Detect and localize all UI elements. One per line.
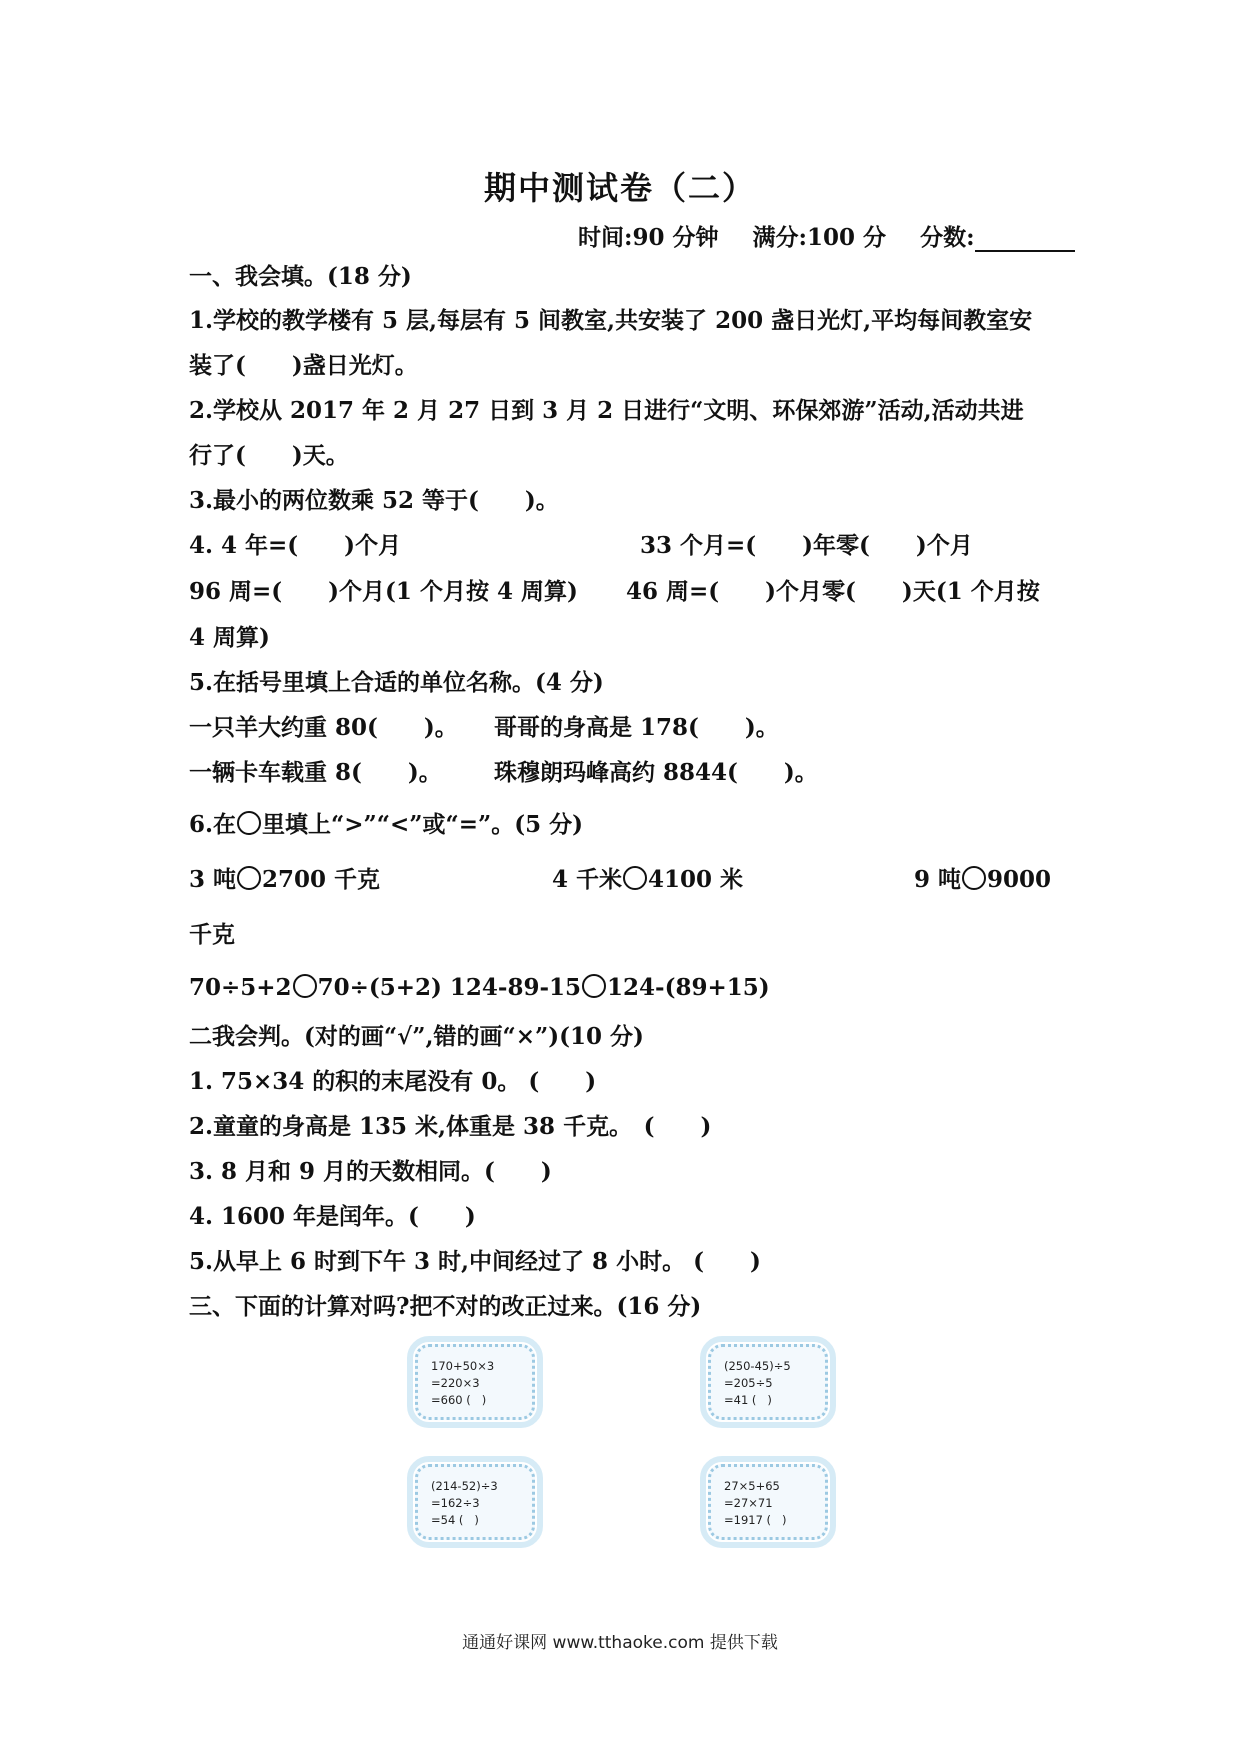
q4-line2-left: 96 周=( )个月(1 个月按 4 周算): [189, 578, 578, 605]
compare-5-right: 124-(89+15): [607, 974, 770, 1001]
q6-heading: [189, 810, 583, 840]
compare-3-right: 9000: [987, 866, 1052, 893]
compare-2-left: 4 千米: [552, 866, 623, 893]
calc-card-1-text: 170+50×3 =220×3 =660 ( ): [431, 1359, 495, 1407]
compare-3: [914, 865, 1051, 895]
q4-line2-right: 46 周=( )个月零( )天(1 个月按: [626, 578, 1040, 605]
page-title: 期中测试卷（二）: [483, 169, 756, 207]
judge-3: 3. 8 月和 9 月的天数相同。( ): [189, 1158, 552, 1185]
section-2-heading: 二我会判。(对的画“√”,错的画“×”)(10 分): [189, 1023, 644, 1050]
q3: 3.最小的两位数乘 52 等于( )。: [189, 487, 559, 514]
compare-2-right: 4100 米: [648, 866, 744, 893]
compare-2: [552, 865, 743, 895]
q2-line2: 行了( )天。: [189, 442, 349, 469]
footer-source: 通通好课网 www.tthaoke.com 提供下载: [462, 1633, 778, 1653]
circle-blank-icon: [293, 974, 317, 998]
q2-line1: 2.学校从 2017 年 2 月 27 日到 3 月 2 日进行“文明、环保郊游”活动,活动共进: [189, 397, 1024, 424]
q4-line3: 4 周算): [189, 624, 270, 651]
section-3-heading: 三、下面的计算对吗?把不对的改正过来。(16 分): [189, 1293, 702, 1320]
circle-blank-icon: [623, 866, 647, 890]
circle-blank-icon: [237, 866, 261, 890]
q5-heading: 5.在括号里填上合适的单位名称。(4 分): [189, 669, 604, 696]
circle-blank-icon: [237, 811, 261, 835]
score-label: 分数:: [920, 224, 975, 251]
q6-suffix: 里填上“>”“<”或“=”。(5 分): [262, 811, 583, 838]
judge-1: 1. 75×34 的积的末尾没有 0。 ( ): [189, 1068, 597, 1095]
q1-line1: 1.学校的教学楼有 5 层,每层有 5 间教室,共安装了 200 盏日光灯,平均每间教室安: [189, 307, 1033, 334]
calc-card-3-text: (214-52)÷3 =162÷3 =54 ( ): [431, 1479, 498, 1527]
judge-5: 5.从早上 6 时到下午 3 时,中间经过了 8 小时。 ( ): [189, 1248, 761, 1275]
calc-card-3: [407, 1456, 543, 1548]
judge-2: 2.童童的身高是 135 米,体重是 38 千克。 ( ): [189, 1113, 712, 1140]
q1-line2: 装了( )盏日光灯。: [189, 352, 418, 379]
q5-line2-right: 珠穆朗玛峰高约 8844( )。: [494, 759, 818, 786]
full-score: 满分:100 分: [752, 224, 887, 251]
q4-line1-left: 4. 4 年=( )个月: [189, 532, 402, 559]
q5-line2-left: 一辆卡车载重 8( )。: [189, 759, 442, 786]
calc-card-4-text: 27×5+65 =27×71 =1917 ( ): [724, 1479, 787, 1527]
calc-card-2: [700, 1336, 836, 1428]
compare-3-left: 9 吨: [914, 866, 962, 893]
compare-1-left: 3 吨: [189, 866, 237, 893]
circle-blank-icon: [962, 866, 986, 890]
compare-1: [189, 865, 380, 895]
section-1-heading: 一、我会填。(18 分): [189, 263, 412, 290]
q4-line1-right: 33 个月=( )年零( )个月: [640, 532, 973, 559]
compare-1-right: 2700 千克: [262, 866, 381, 893]
q5-line1-left: 一只羊大约重 80( )。: [189, 714, 458, 741]
q6-prefix: 6.在: [189, 811, 237, 838]
compare-4-right: 70÷(5+2): [317, 974, 442, 1001]
q5-line1-right: 哥哥的身高是 178( )。: [494, 714, 779, 741]
compare-row-2: [189, 973, 770, 1003]
compare-3-unit: 千克: [189, 921, 235, 948]
circle-blank-icon: [582, 974, 606, 998]
calc-card-2-text: (250-45)÷5 =205÷5 =41 ( ): [724, 1359, 791, 1407]
compare-5-left: 124-89-15: [449, 974, 582, 1001]
time-limit: 时间:90 分钟: [578, 224, 719, 251]
judge-4: 4. 1600 年是闰年。( ): [189, 1203, 476, 1230]
calc-card-4: [700, 1456, 836, 1548]
score-blank: [975, 228, 1075, 252]
compare-4-left: 70÷5+2: [189, 974, 292, 1001]
exam-meta: [578, 219, 1101, 252]
calc-card-1: [407, 1336, 543, 1428]
